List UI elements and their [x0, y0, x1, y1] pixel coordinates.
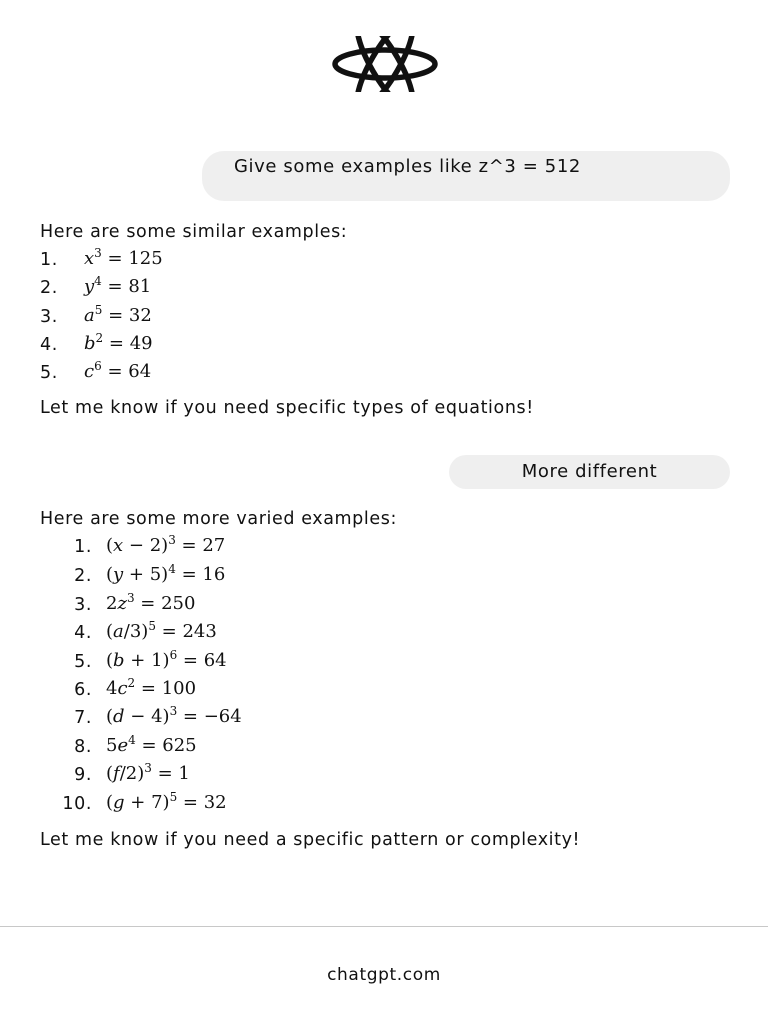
equation-rhs: = 64 — [101, 361, 152, 382]
equation-middle: /3) — [123, 621, 149, 642]
equation-exponent: 6 — [169, 648, 178, 662]
equation-rhs: = 49 — [103, 333, 153, 354]
equation-variable: e — [117, 735, 129, 756]
list-item-equation — [106, 735, 197, 756]
list-item-number: 6. — [74, 680, 92, 700]
equation-prefix: ( — [106, 650, 114, 671]
equation-rhs: = 64 — [177, 650, 227, 671]
list-item-equation — [106, 535, 225, 556]
equation-exponent: 4 — [128, 733, 136, 747]
equation-exponent: 3 — [126, 591, 135, 605]
openai-logo-icon — [329, 36, 441, 92]
list-item-number: 8. — [74, 737, 92, 757]
list-item-number: 1. — [40, 250, 58, 270]
equation-middle: /2) — [119, 763, 145, 784]
equation-prefix: 5 — [106, 735, 118, 756]
list-item-number: 4. — [40, 335, 58, 355]
equation-variable: a — [113, 621, 124, 642]
equation-exponent: 3 — [94, 246, 102, 260]
equation-variable: c — [117, 678, 128, 699]
list-item-equation — [106, 706, 242, 727]
equation-variable: c — [84, 361, 95, 382]
equation-prefix: ( — [106, 792, 114, 813]
equation-variable: z — [117, 593, 127, 614]
equation-exponent: 2 — [95, 331, 104, 345]
equation-middle: + 1) — [124, 650, 170, 671]
equation-variable: a — [84, 305, 95, 326]
equation-variable: x — [84, 248, 95, 269]
assistant-outro-text: Let me know if you need a specific pattern or complexity! — [40, 830, 581, 850]
list-item-number: 1. — [74, 537, 92, 557]
equation-middle: + 7) — [124, 792, 170, 813]
list-item-equation — [106, 792, 227, 813]
equation-variable: g — [113, 792, 125, 813]
equation-variable: f — [113, 763, 120, 784]
list-item-number: 2. — [40, 278, 58, 298]
equation-rhs: = 32 — [177, 792, 227, 813]
assistant-outro-text: Let me know if you need specific types of equations! — [40, 398, 534, 418]
equation-prefix: ( — [106, 763, 114, 784]
footer-domain: chatgpt.com — [327, 965, 441, 985]
equation-rhs: = 1 — [151, 763, 190, 784]
equation-exponent: 5 — [169, 790, 178, 804]
equation-exponent: 4 — [168, 562, 176, 576]
list-item-equation — [84, 305, 152, 326]
list-item-equation — [106, 593, 195, 614]
list-item-equation — [84, 361, 151, 382]
equation-prefix: ( — [106, 535, 114, 556]
equation-variable: b — [113, 650, 125, 671]
list-item-equation — [84, 333, 153, 354]
list-item-equation — [84, 276, 151, 297]
list-item-number: 9. — [74, 765, 92, 785]
equation-variable: y — [84, 276, 95, 297]
equation-rhs: = 243 — [155, 621, 217, 642]
equation-variable: y — [113, 564, 124, 585]
equation-rhs: = 16 — [175, 564, 226, 585]
equation-exponent: 5 — [148, 619, 156, 633]
list-item-equation — [106, 621, 217, 642]
equation-rhs: = 625 — [135, 735, 197, 756]
list-item-number: 3. — [74, 595, 92, 615]
equation-variable: d — [113, 706, 125, 727]
list-item-equation — [84, 248, 163, 269]
user-message-text: Give some examples like z^3 = 512 — [234, 156, 581, 177]
equation-exponent: 3 — [169, 704, 178, 718]
list-item-number: 2. — [74, 566, 92, 586]
list-item-number: 7. — [74, 708, 92, 728]
equation-exponent: 3 — [144, 761, 152, 775]
equation-middle: − 2) — [123, 535, 169, 556]
equation-middle: − 4) — [124, 706, 170, 727]
user-message-text: More different — [521, 461, 658, 482]
equation-exponent: 4 — [94, 274, 102, 288]
equation-prefix: ( — [106, 564, 114, 585]
list-item-equation — [106, 650, 227, 671]
assistant-intro-text: Here are some more varied examples: — [40, 509, 397, 529]
equation-rhs: = 27 — [175, 535, 226, 556]
equation-prefix: 4 — [106, 678, 118, 699]
footer-divider — [0, 926, 768, 927]
equation-variable: b — [84, 333, 96, 354]
list-item-number: 10. — [62, 794, 92, 814]
equation-rhs: = 32 — [102, 305, 152, 326]
equation-middle: + 5) — [123, 564, 169, 585]
list-item-equation — [106, 564, 225, 585]
equation-rhs: = 125 — [101, 248, 163, 269]
equation-rhs: = 250 — [134, 593, 196, 614]
user-message-bubble — [449, 455, 730, 489]
assistant-intro-text: Here are some similar examples: — [40, 222, 348, 242]
list-item-equation — [106, 763, 190, 784]
equation-rhs: = 100 — [135, 678, 197, 699]
equation-prefix: ( — [106, 621, 114, 642]
equation-exponent: 5 — [94, 303, 103, 317]
equation-rhs: = 81 — [101, 276, 152, 297]
list-item-equation — [106, 678, 196, 699]
equation-prefix: 2 — [106, 593, 118, 614]
list-item-number: 5. — [74, 652, 92, 672]
user-message-bubble — [202, 151, 730, 201]
equation-prefix: ( — [106, 706, 114, 727]
equation-rhs: = −64 — [177, 706, 242, 727]
list-item-number: 3. — [40, 307, 58, 327]
equation-variable: x — [113, 535, 124, 556]
equation-exponent: 2 — [127, 676, 136, 690]
list-item-number: 4. — [74, 623, 92, 643]
equation-exponent: 3 — [168, 533, 176, 547]
equation-exponent: 6 — [94, 359, 102, 373]
list-item-number: 5. — [40, 363, 58, 383]
